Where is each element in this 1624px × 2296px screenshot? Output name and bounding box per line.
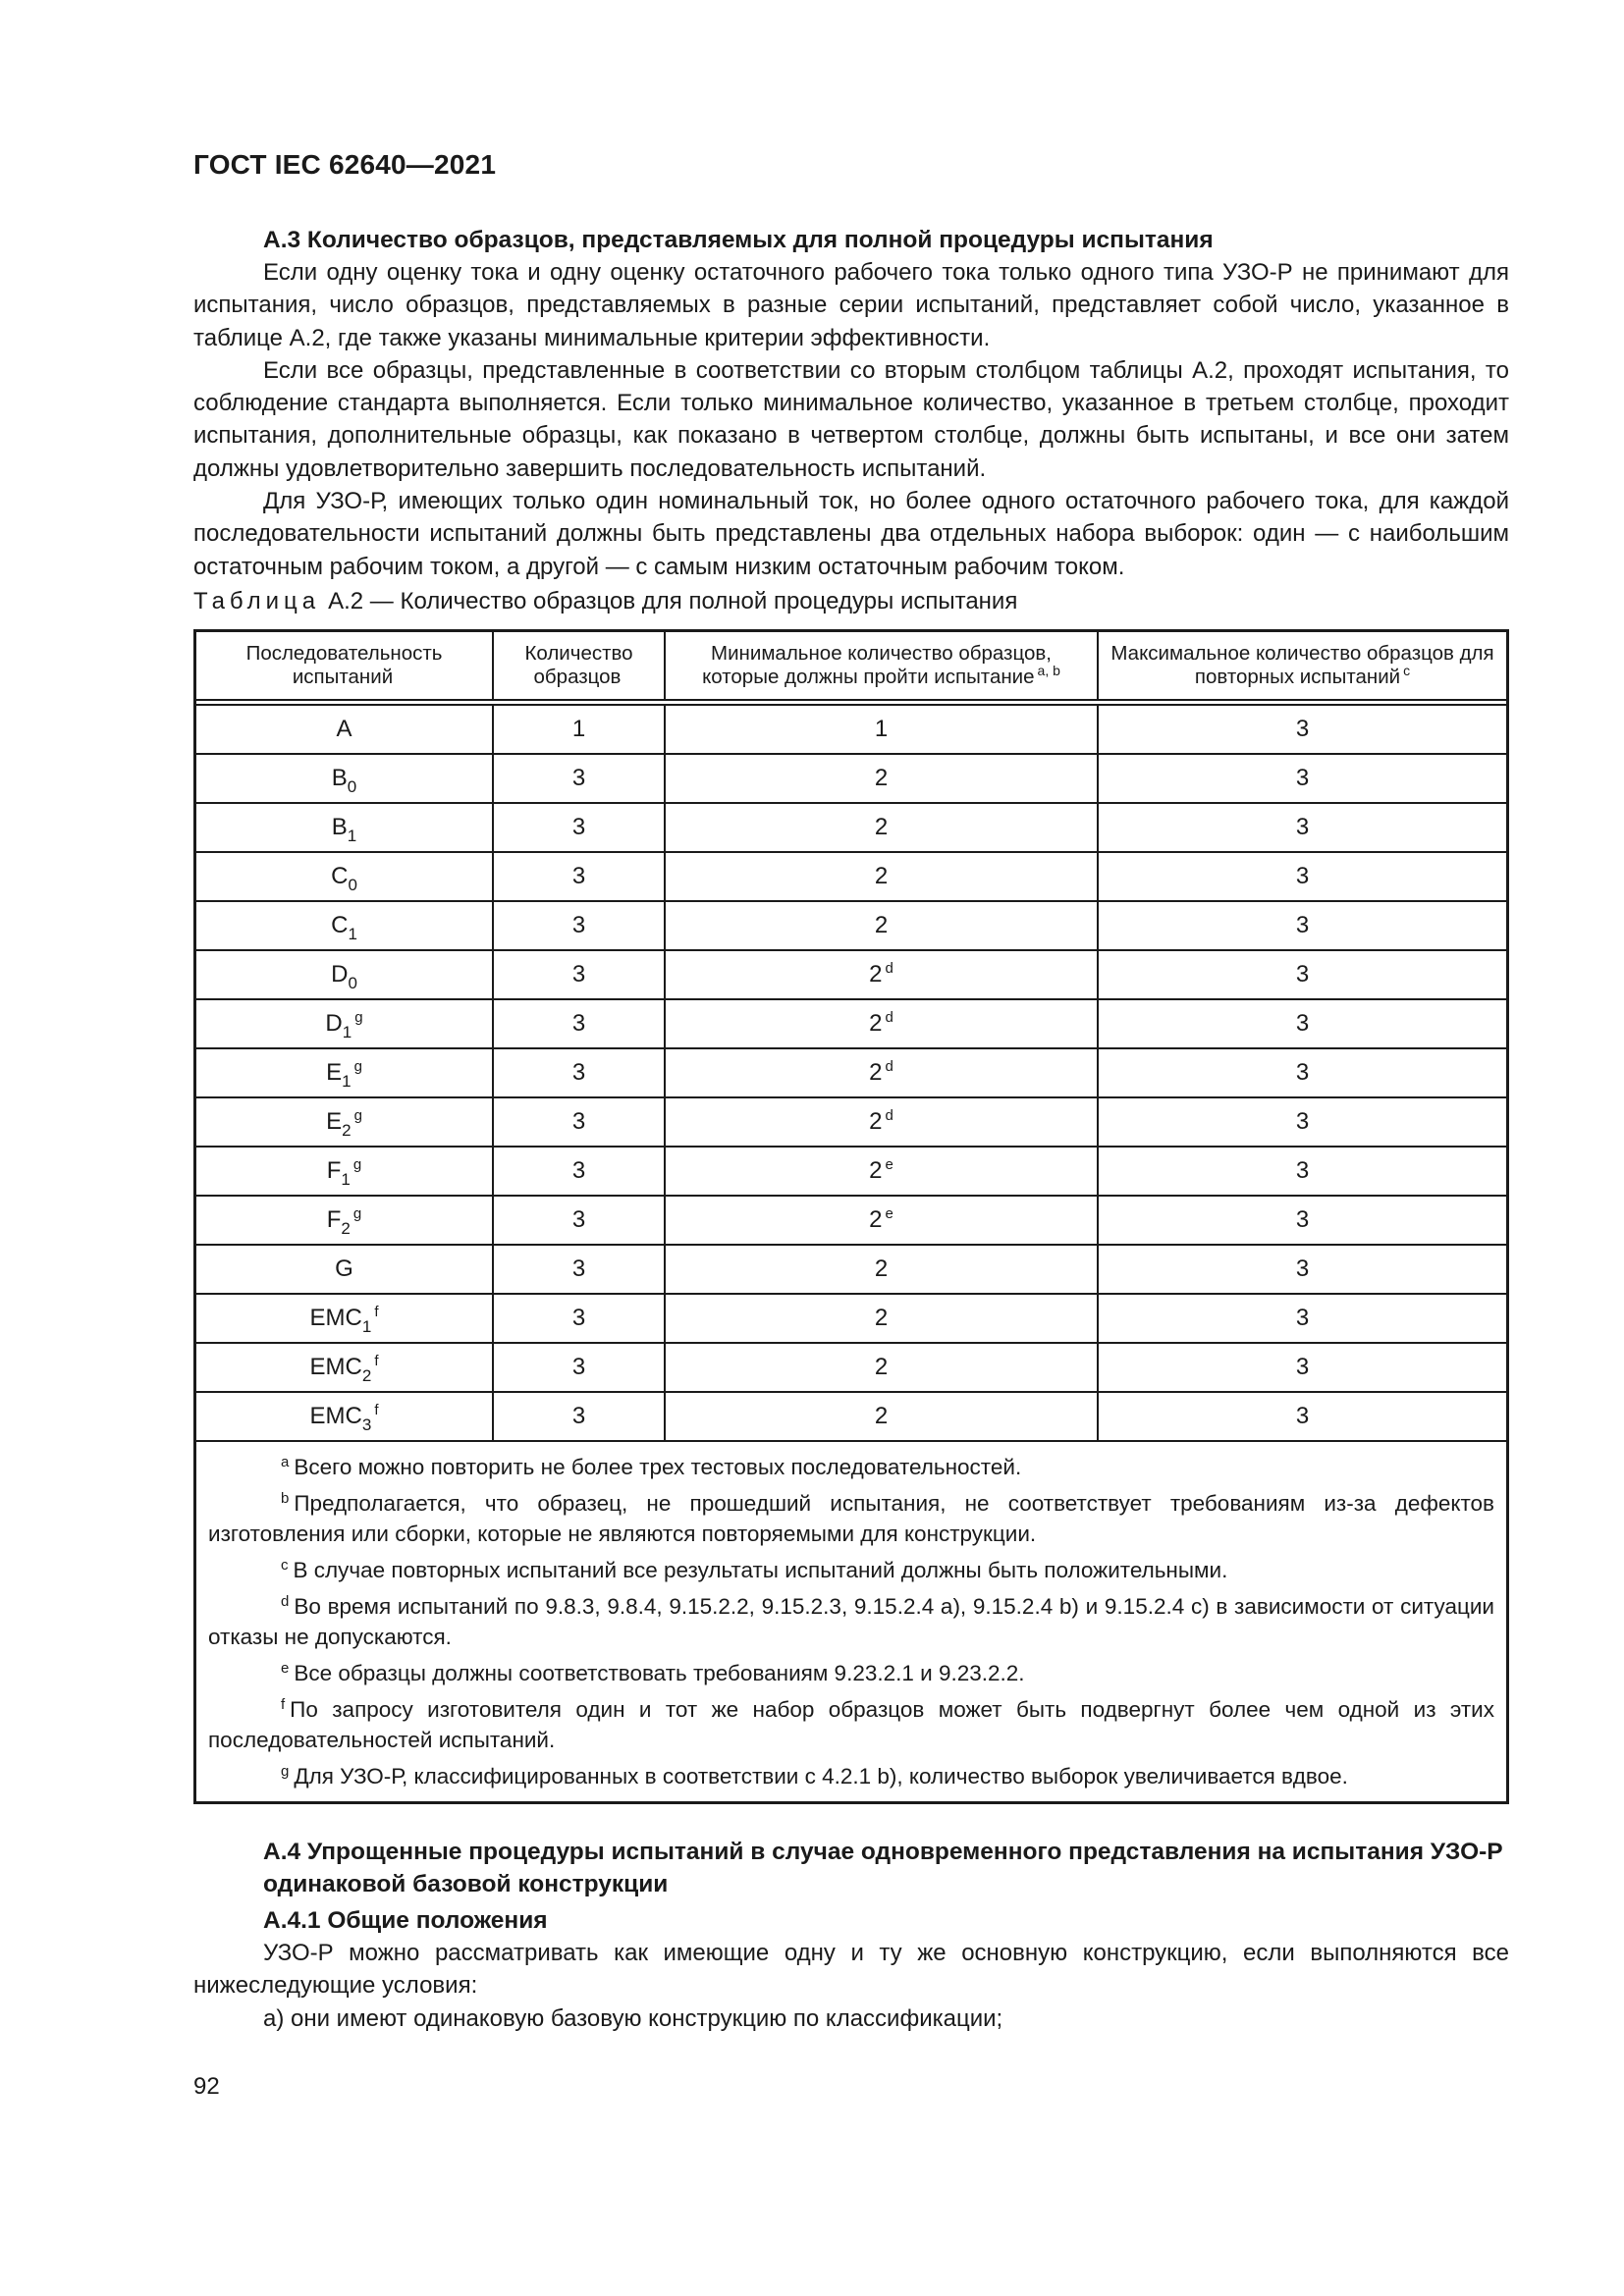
footnote-text: В случае повторных испытаний все результаты испытаний должны быть положительными. [293, 1558, 1228, 1582]
footnote-mark: f [281, 1696, 286, 1713]
footnote-mark: b [281, 1490, 290, 1507]
cell-count: 3 [494, 853, 666, 900]
cell-min: 2 $^d$ [666, 1049, 1099, 1096]
footnote [208, 1452, 1494, 1482]
cell-count: 3 [494, 1246, 666, 1293]
cell-count: 3 [494, 951, 666, 998]
cell-count: 3 [494, 902, 666, 949]
footnote-text: Все образцы должны соответствовать требованиям 9.23.2.1 и 9.23.2.2. [294, 1661, 1025, 1685]
footnote-mark: d [281, 1593, 290, 1610]
cell-max: 3 [1295, 912, 1310, 938]
cell-sequence: $E_2^g$ [196, 1098, 494, 1146]
table-footnotes [196, 1442, 1506, 1801]
table-body [196, 706, 1506, 1442]
section-a3 [193, 224, 1509, 583]
table-row [196, 853, 1506, 902]
cell-sequence: G [196, 1246, 494, 1293]
cell-min: 2 $^e$ [666, 1197, 1099, 1244]
footnote-mark: e [281, 1660, 290, 1677]
cell-count: 1 [494, 706, 666, 753]
cell-sequence: $F_1^g$ [196, 1148, 494, 1195]
cell-count: 3 [494, 1295, 666, 1342]
paragraph: Если одну оценку тока и одну оценку остаточного рабочего тока только одного типа УЗО-Р не принимают для испытания, число образцов, представляемых в разные серии испытаний, представляет собой число, указанное в таблице А.2, где также указаны минимальные критерии эффективности. [193, 259, 1509, 351]
table-row [196, 1393, 1506, 1442]
cell-count: 3 [494, 1098, 666, 1146]
cell-min: 2 $^d$ [666, 1000, 1099, 1047]
samples-table [193, 629, 1509, 1804]
table-row [196, 1197, 1506, 1246]
table-row [196, 1295, 1506, 1344]
cell-max: 3 [1295, 1403, 1310, 1429]
cell-max: 3 [1295, 1108, 1310, 1135]
column-header-max: Максимальное количество образцов для повторных испытаний $^c$ [1110, 642, 1494, 688]
paragraph: Для УЗО-Р, имеющих только один номинальный ток, но более одного остаточного рабочего тока, для каждой последовательности испытаний должны быть представлены два отдельных набора выборок: один — с наибольшим остаточным рабочим током, а другой — с самым низким остаточным рабочим током. [193, 488, 1509, 580]
cell-max: 3 [1295, 1255, 1310, 1282]
table-row [196, 902, 1506, 951]
table-header-row [196, 632, 1506, 701]
section-heading: А.4 Упрощенные процедуры испытаний в случае одновременного представления на испытания УЗО-Р одинаковой базовой конструкции [263, 1839, 1503, 1897]
cell-count: 3 [494, 804, 666, 851]
table-row [196, 1000, 1506, 1049]
table-row [196, 1049, 1506, 1098]
footnote [208, 1488, 1494, 1549]
table-caption-label: Таблица [193, 588, 321, 614]
cell-count: 3 [494, 1049, 666, 1096]
table-row [196, 755, 1506, 804]
table-caption [193, 587, 1017, 616]
cell-sequence: $EMC_3^f$ [196, 1393, 494, 1440]
cell-count: 3 [494, 755, 666, 802]
cell-min: 2 [666, 1393, 1099, 1440]
cell-sequence: $EMC_2^f$ [196, 1344, 494, 1391]
footnote-text: Во время испытаний по 9.8.3, 9.8.4, 9.15.2.2, 9.15.2.3, 9.15.2.4 а), 9.15.2.4 b) и 9.15.2.4 с) в зависимости от ситуации отказы не допускаются. [208, 1594, 1494, 1649]
cell-sequence: $C_1$ [196, 902, 494, 949]
cell-max: 3 [1295, 1059, 1310, 1086]
table-row [196, 804, 1506, 853]
cell-sequence: $E_1^g$ [196, 1049, 494, 1096]
cell-sequence: $B_1$ [196, 804, 494, 851]
footnote-mark: g [281, 1763, 290, 1780]
section-heading: А.3 Количество образцов, представляемых для полной процедуры испытания [263, 227, 1214, 253]
cell-min: 1 [666, 706, 1099, 753]
cell-min: 2 $^e$ [666, 1148, 1099, 1195]
column-header-sequence: Последовательность испытаний [196, 632, 494, 699]
cell-min: 2 [666, 804, 1099, 851]
cell-min: 2 $^d$ [666, 951, 1099, 998]
cell-sequence: $D_0$ [196, 951, 494, 998]
cell-count: 3 [494, 1393, 666, 1440]
cell-sequence: A [196, 706, 494, 753]
cell-count: 3 [494, 1197, 666, 1244]
table-row [196, 951, 1506, 1000]
cell-max: 3 [1295, 716, 1310, 742]
footnote [208, 1555, 1494, 1585]
document-title: ГОСТ IEC 62640—2021 [193, 149, 497, 180]
cell-max: 3 [1295, 1206, 1310, 1233]
footnote-text: Всего можно повторить не более трех тестовых последовательностей. [294, 1455, 1022, 1479]
cell-sequence: $D_1^g$ [196, 1000, 494, 1047]
table-row [196, 1246, 1506, 1295]
cell-min: 2 [666, 755, 1099, 802]
cell-sequence: $C_0$ [196, 853, 494, 900]
column-header-count: Количество образцов [494, 632, 666, 699]
cell-min: 2 [666, 1246, 1099, 1293]
footnote-mark: c [281, 1557, 289, 1574]
table-row [196, 1344, 1506, 1393]
cell-max: 3 [1295, 1010, 1310, 1037]
cell-max: 3 [1295, 1354, 1310, 1380]
cell-sequence: $EMC_1^f$ [196, 1295, 494, 1342]
cell-min: 2 [666, 853, 1099, 900]
cell-count: 3 [494, 1148, 666, 1195]
cell-count: 3 [494, 1000, 666, 1047]
section-a4 [193, 1836, 1509, 2035]
cell-count: 3 [494, 1344, 666, 1391]
table-row [196, 1098, 1506, 1148]
footnote [208, 1591, 1494, 1652]
page-number: 92 [193, 2073, 220, 2100]
cell-max: 3 [1295, 814, 1310, 840]
table-row [196, 706, 1506, 755]
footnote [208, 1658, 1494, 1688]
footnote-text: Предполагается, что образец, не прошедший испытания, не соответствует требованиям из-за дефектов изготовления или сборки, которые не являются повторяемыми для конструкции. [208, 1491, 1494, 1546]
paragraph: УЗО-Р можно рассматривать как имеющие одну и ту же основную конструкцию, если выполняются все нижеследующие условия: [193, 1940, 1509, 2000]
cell-min: 2 [666, 1295, 1099, 1342]
list-item: а) они имеют одинаковую базовую конструкцию по классификации; [263, 2004, 1003, 2032]
cell-max: 3 [1295, 765, 1310, 791]
cell-sequence: $B_0$ [196, 755, 494, 802]
cell-max: 3 [1295, 863, 1310, 889]
cell-max: 3 [1295, 961, 1310, 988]
footnote-mark: a [281, 1454, 290, 1470]
footnote-text: Для УЗО-Р, классифицированных в соответствии с 4.2.1 b), количество выборок увеличивается вдвое. [294, 1764, 1348, 1789]
cell-max: 3 [1295, 1157, 1310, 1184]
cell-sequence: $F_2^g$ [196, 1197, 494, 1244]
footnote-text: По запросу изготовителя один и тот же набор образцов может быть подвергнут более чем одной из этих последовательностей испытаний. [208, 1697, 1494, 1752]
table-caption-text: А.2 — Количество образцов для полной процедуры испытания [328, 588, 1018, 614]
cell-max: 3 [1295, 1305, 1310, 1331]
subsection-heading: А.4.1 Общие положения [263, 1907, 548, 1934]
cell-min: 2 $^d$ [666, 1098, 1099, 1146]
cell-min: 2 [666, 1344, 1099, 1391]
cell-min: 2 [666, 902, 1099, 949]
column-header-min: Минимальное количество образцов, которые должны пройти испытание $^{a, b}$ [666, 632, 1099, 699]
paragraph: Если все образцы, представленные в соответствии со вторым столбцом таблицы А.2, проходят испытания, то соблюдение стандарта выполняется. Если только минимальное количество, указанное в третьем столбце, проходит испытания, дополнительные образцы, как показано в четвертом столбце, должны быть испытаны, и все они затем должны удовлетворительно завершить последовательность испытаний. [193, 356, 1509, 482]
footnote [208, 1694, 1494, 1755]
footnote [208, 1761, 1494, 1791]
table-row [196, 1148, 1506, 1197]
